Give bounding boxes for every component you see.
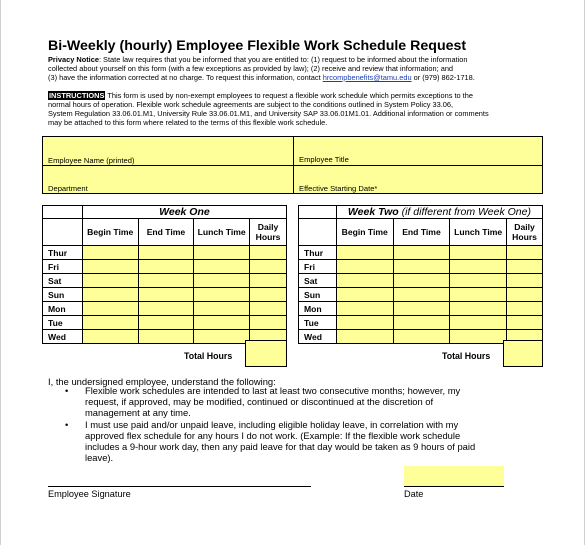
week-one-lunch-cell[interactable]: [194, 330, 250, 344]
week-two-corner: [299, 206, 337, 219]
instructions-line-2: normal hours of operation. Flexible work schedule agreements are subject to the conditions outlined in System Policy 33.06,: [48, 100, 454, 109]
week-one-day: Fri: [43, 260, 83, 274]
week-one-end-cell[interactable]: [138, 302, 194, 316]
week-one-end-cell[interactable]: [138, 330, 194, 344]
info-divider-h: [43, 165, 542, 166]
week-two-begin-cell[interactable]: [336, 288, 393, 302]
week-one-day: Thur: [43, 246, 83, 260]
week-two-header-blank: [299, 219, 337, 246]
week-two-lunch-cell[interactable]: [450, 260, 507, 274]
week-two-day: Wed: [299, 330, 337, 344]
week-two-day: Tue: [299, 316, 337, 330]
week-one-day: Tue: [43, 316, 83, 330]
week-one-corner: [43, 206, 83, 219]
privacy-line-2: collected about yourself on this form (with a few exceptions as provided by law); (2) receive and review that information; and: [48, 64, 454, 73]
week-one-begin-cell[interactable]: [82, 302, 138, 316]
week-one-total-label: Total Hours: [184, 351, 233, 361]
week-two-title: Week Two (if different from Week One): [336, 206, 542, 219]
week-one-begin-cell[interactable]: [82, 274, 138, 288]
week-two-end-cell[interactable]: [393, 316, 450, 330]
date-field[interactable]: [404, 466, 504, 486]
week-one-daily-cell[interactable]: [250, 288, 287, 302]
week-one-daily-cell[interactable]: [250, 274, 287, 288]
week-two-day: Sat: [299, 274, 337, 288]
instructions-label: INSTRUCTIONS: [49, 91, 105, 100]
bullet-icon: •: [65, 418, 69, 430]
week-one-table: [42, 205, 287, 344]
week-one-begin-cell[interactable]: [82, 288, 138, 302]
terms-list: [65, 385, 515, 463]
week-one-end-cell[interactable]: [138, 246, 194, 260]
week-one-lunch-cell[interactable]: [194, 246, 250, 260]
week-one-begin-cell[interactable]: [82, 316, 138, 330]
date-label: Date: [404, 489, 424, 499]
week-two-daily-cell[interactable]: [507, 302, 543, 316]
privacy-line-1: : State law requires that you be informed that you are entitled to: (1) request to be informed about the information: [98, 55, 468, 64]
week-two-lunch-cell[interactable]: [450, 316, 507, 330]
week-two-lunch-cell[interactable]: [450, 274, 507, 288]
week-two-daily-cell[interactable]: [507, 246, 543, 260]
instructions-line-4: may be attached to this form where related to the terms of this flexible work schedule.: [48, 118, 328, 127]
week-two-lunch-cell[interactable]: [450, 246, 507, 260]
week-two-daily-cell[interactable]: [507, 288, 543, 302]
form-title: Bi-Weekly (hourly) Employee Flexible Work Schedule Request: [48, 38, 467, 54]
week-one-col-daily: Daily Hours: [250, 219, 287, 246]
week-one-daily-cell[interactable]: [250, 260, 287, 274]
week-two-begin-cell[interactable]: [336, 316, 393, 330]
instructions: [48, 91, 548, 127]
week-one-daily-cell[interactable]: [250, 302, 287, 316]
effective-date-label: Effective Starting Date*: [299, 184, 378, 193]
week-one-day: Wed: [43, 330, 83, 344]
week-one-title: Week One: [82, 206, 286, 219]
week-two-day: Thur: [299, 246, 337, 260]
week-two-day: Mon: [299, 302, 337, 316]
week-one-day: Mon: [43, 302, 83, 316]
week-two-table: [298, 205, 543, 344]
week-two-total-field[interactable]: [503, 340, 543, 367]
week-two-begin-cell[interactable]: [336, 246, 393, 260]
week-two-daily-cell[interactable]: [507, 274, 543, 288]
acknowledgement-statement: I, the undersigned employee, understand the following:: [48, 376, 276, 387]
week-one-lunch-cell[interactable]: [194, 316, 250, 330]
week-two-col-lunch: Lunch Time: [450, 219, 507, 246]
week-one-col-end: End Time: [138, 219, 194, 246]
week-two-end-cell[interactable]: [393, 288, 450, 302]
week-two-begin-cell[interactable]: [336, 302, 393, 316]
instructions-line-3: System Regulation 33.06.01.M1, University Rule 33.06.01.M1, and University SAP 33.06.01M1.01. Additional information or comments: [48, 109, 489, 118]
employee-title-label: Employee Title: [299, 155, 349, 164]
instructions-line-1: This form is used by non-exempt employees to request a flexible work schedule which permits exceptions to the: [105, 91, 473, 100]
week-one-end-cell[interactable]: [138, 274, 194, 288]
week-two-lunch-cell[interactable]: [450, 302, 507, 316]
week-one-lunch-cell[interactable]: [194, 302, 250, 316]
week-one-lunch-cell[interactable]: [194, 288, 250, 302]
week-one-end-cell[interactable]: [138, 260, 194, 274]
week-one-begin-cell[interactable]: [82, 260, 138, 274]
date-line: [404, 486, 504, 487]
week-two-begin-cell[interactable]: [336, 260, 393, 274]
week-two-end-cell[interactable]: [393, 260, 450, 274]
week-one-col-begin: Begin Time: [82, 219, 138, 246]
employee-signature-label: Employee Signature: [48, 489, 131, 499]
employee-name-label: Employee Name (printed): [48, 156, 135, 165]
week-one-header-blank: [43, 219, 83, 246]
week-two-daily-cell[interactable]: [507, 260, 543, 274]
week-two-day: Fri: [299, 260, 337, 274]
week-one-lunch-cell[interactable]: [194, 260, 250, 274]
week-two-begin-cell[interactable]: [336, 274, 393, 288]
privacy-line-3a: (3) have the information corrected at no charge. To request this information, contact: [48, 73, 323, 82]
list-item: • I must use paid and/or unpaid leave, including eligible holiday leave, in correlation with my approved flex schedule for any hours I do not work. (Example: If the flexible work schedule includes a 9-hour work day, then any paid leave for that day would be taken as 9 hours of paid leave).: [65, 418, 476, 464]
week-two-end-cell[interactable]: [393, 330, 450, 344]
employee-info-block: [42, 136, 543, 194]
privacy-notice: [48, 55, 548, 82]
privacy-label: Privacy Notice: [48, 55, 99, 64]
employee-signature-line[interactable]: [48, 486, 311, 487]
week-one-day: Sun: [43, 288, 83, 302]
bullet-icon: •: [65, 385, 69, 396]
list-item: • Flexible work schedules are intended to last at least two consecutive months; however, my request, if approved, may be modified, continued or discontinued at the discretion of management at any time.: [65, 385, 461, 419]
week-two-lunch-cell[interactable]: [450, 330, 507, 344]
week-two-end-cell[interactable]: [393, 302, 450, 316]
week-one-begin-cell[interactable]: [82, 330, 138, 344]
email-link[interactable]: hrcompbenefits@tamu.edu: [322, 73, 412, 82]
week-two-col-begin: Begin Time: [336, 219, 393, 246]
week-one-col-lunch: Lunch Time: [194, 219, 250, 246]
week-two-day: Sun: [299, 288, 337, 302]
week-two-end-cell[interactable]: [393, 274, 450, 288]
week-two-col-end: End Time: [393, 219, 450, 246]
week-one-end-cell[interactable]: [138, 288, 194, 302]
week-one-total-field[interactable]: [245, 340, 287, 367]
privacy-line-3b: or (979) 862-1718.: [411, 73, 475, 82]
week-one-daily-cell[interactable]: [250, 246, 287, 260]
week-two-daily-cell[interactable]: [507, 316, 543, 330]
week-two-total-label: Total Hours: [442, 351, 491, 361]
week-one-day: Sat: [43, 274, 83, 288]
week-two-col-daily: Daily Hours: [507, 219, 543, 246]
week-one-end-cell[interactable]: [138, 316, 194, 330]
week-two-end-cell[interactable]: [393, 246, 450, 260]
week-one-daily-cell[interactable]: [250, 316, 287, 330]
week-one-lunch-cell[interactable]: [194, 274, 250, 288]
week-one-begin-cell[interactable]: [82, 246, 138, 260]
week-two-begin-cell[interactable]: [336, 330, 393, 344]
department-label: Department: [48, 184, 88, 193]
week-two-lunch-cell[interactable]: [450, 288, 507, 302]
